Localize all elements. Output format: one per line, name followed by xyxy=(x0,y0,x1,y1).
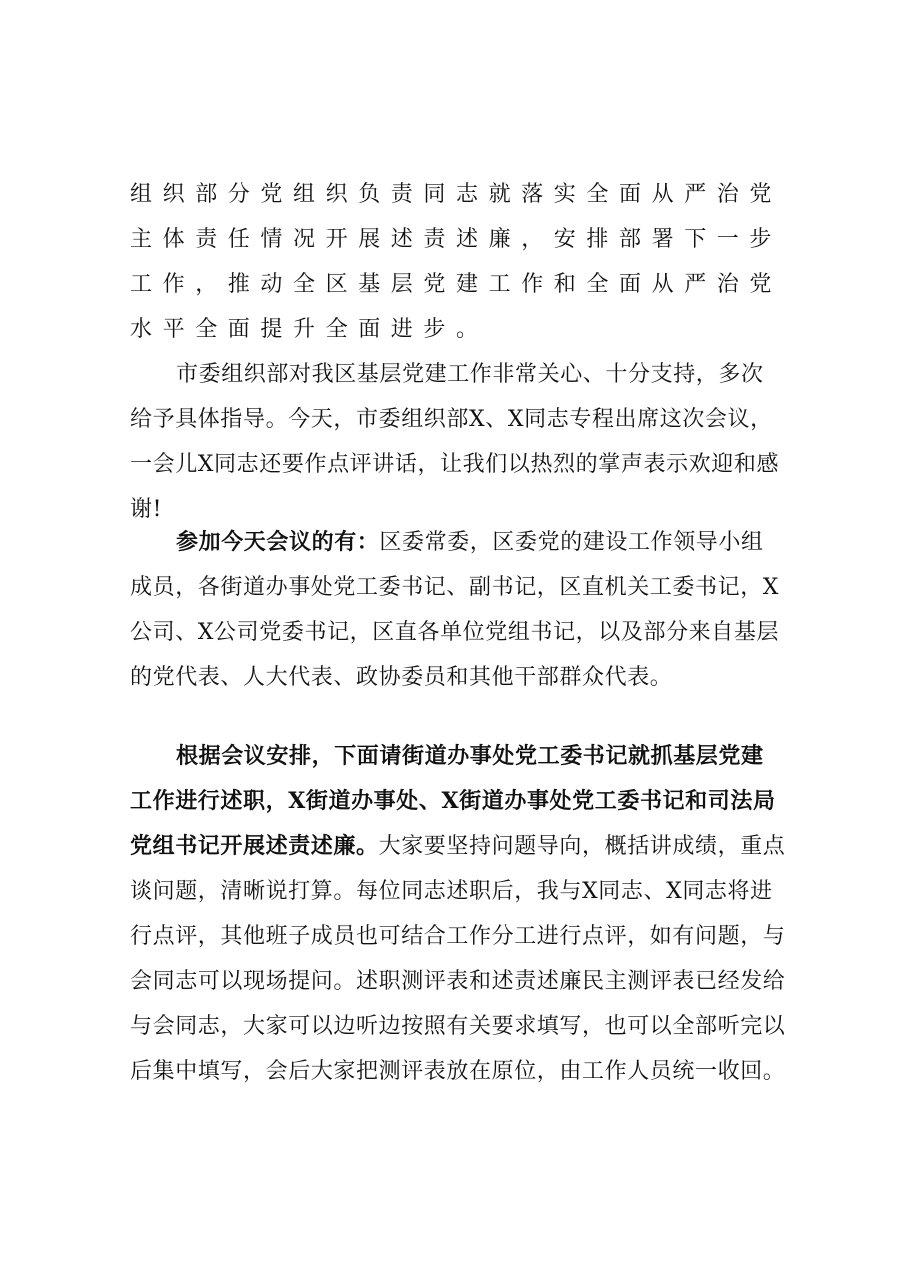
paragraph-attendees xyxy=(130,520,786,700)
paragraph-agenda xyxy=(130,734,786,1094)
attendees-body: 区委常委，区委党的建设工作领导小组成员，各街道办事处党工委书记、副书记，区直机关工委书记，X公司、X公司党委书记，区直各单位党组书记，以及部分来自基层的党代表、人大代表、政协委员和其他干部群众代表。 xyxy=(130,530,780,690)
agenda-lead: 根据会议安排，下面请街道办事处党工委书记就抓基层党建工作进行述职，X街道办事处、X街道办事处党工委书记和司法局党组书记开展述责述廉。 xyxy=(130,743,776,859)
paragraph-continuation: 组织部分党组织负责同志就落实全面从严治党主体责任情况开展述责述廉，安排部署下一步工作，推动全区基层党建工作和全面从严治党水平全面提升全面进步。 xyxy=(130,182,783,342)
attendees-lead: 参加今天会议的有： xyxy=(176,529,380,555)
paragraph-welcome: 市委组织部对我区基层党建工作非常关心、十分支持，多次给予具体指导。今天，市委组织部X、X同志专程出席这次会议，一会儿X同志还要作点评讲话，让我们以热烈的掌声表示欢迎和感谢! xyxy=(130,362,780,522)
agenda-body: 大家要坚持问题导向，概括讲成绩，重点谈问题，清晰说打算。每位同志述职后，我与X同志、X同志将进行点评，其他班子成员也可结合工作分工进行点评，如有问题，与会同志可以现场提问。述职测评表和述责述廉民主测评表已经发给与会同志，大家可以边听边按照有关要求填写，也可以全部听完以后集中填写，会后大家把测评表放在原位，由工作人员统一收回。 xyxy=(130,834,786,1084)
